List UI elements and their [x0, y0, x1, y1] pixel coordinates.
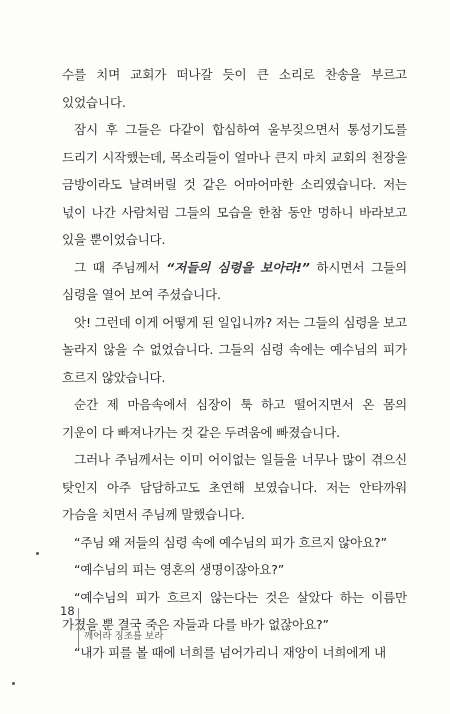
- page-number: 18: [60, 604, 75, 618]
- dialogue-line: “내가 피를 볼 때에 너희를 넘어가리니 재앙이 너희에게 내: [74, 644, 386, 660]
- running-title: 깨어라 징조를 보라: [84, 631, 164, 642]
- text-run: 하시면서 그들의 심령을 열어 보여 주셨습니다.: [62, 259, 407, 302]
- paragraph: 잠시 후 그들은 다같이 합심하여 울부짖으면서 통성기도를 드리기 시작했는데, 목소리들이 얼마나 큰지 마치 교회의 천장을 금방이라도 날려버릴 것 같은 어마어마한 소리였습니다. 저는 넋이 나간 사람처럼 그들의 모습을 한참 동안 멍하니 바라보고 있을 뿐이었습니다.: [62, 122, 407, 247]
- paragraph: 순간 제 마음속에서 심장이 툭 하고 떨어지면서 온 몸의 기운이 다 빠져나가는 것 같은 두려움에 빠졌습니다.: [62, 397, 407, 440]
- page-footer: [62, 604, 262, 664]
- paragraph: 앗! 그런데 이게 어떻게 된 일입니까? 저는 그들의 심령을 보고 놀라지 않을 수 없었습니다. 그들의 심령 속에는 예수님의 피가 흐르지 않았습니다.: [62, 314, 407, 385]
- margin-dot: [12, 682, 15, 685]
- emphasized-quote: “저들의 심령을 보아라!”: [166, 259, 310, 275]
- paragraph: 수를 치며 교회가 떠나갈 듯이 큰 소리로 찬송을 부르고 있었습니다.: [62, 67, 407, 110]
- margin-dot: [36, 552, 39, 555]
- paragraph: 그러나 주님께서는 이미 어이없는 일들을 너무나 많이 겪으신 탓인지 아주 담담하고도 초연해 보였습니다. 저는 안타까워 가슴을 치면서 주님께 말했습니다.: [62, 452, 407, 522]
- dialogue-line: “주님 왜 저들의 심령 속에 예수님의 피가 흐르지 않아요?”: [74, 534, 387, 550]
- dialogue-line: “예수님의 피는 영혼의 생명이잖아요?”: [74, 562, 285, 577]
- paragraph-with-emphasis: [62, 254, 407, 309]
- text-run: 그 때 주님께서: [74, 259, 167, 275]
- dialogue-line: “예수님의 피가 흐르지 않는다는 것은 살았다 하는 이름만 가졌을 뿐 결국 죽은 자들과 다를 바가 없잖아요?”: [62, 589, 407, 632]
- footer-divider: [78, 608, 79, 648]
- body-text: [62, 61, 407, 666]
